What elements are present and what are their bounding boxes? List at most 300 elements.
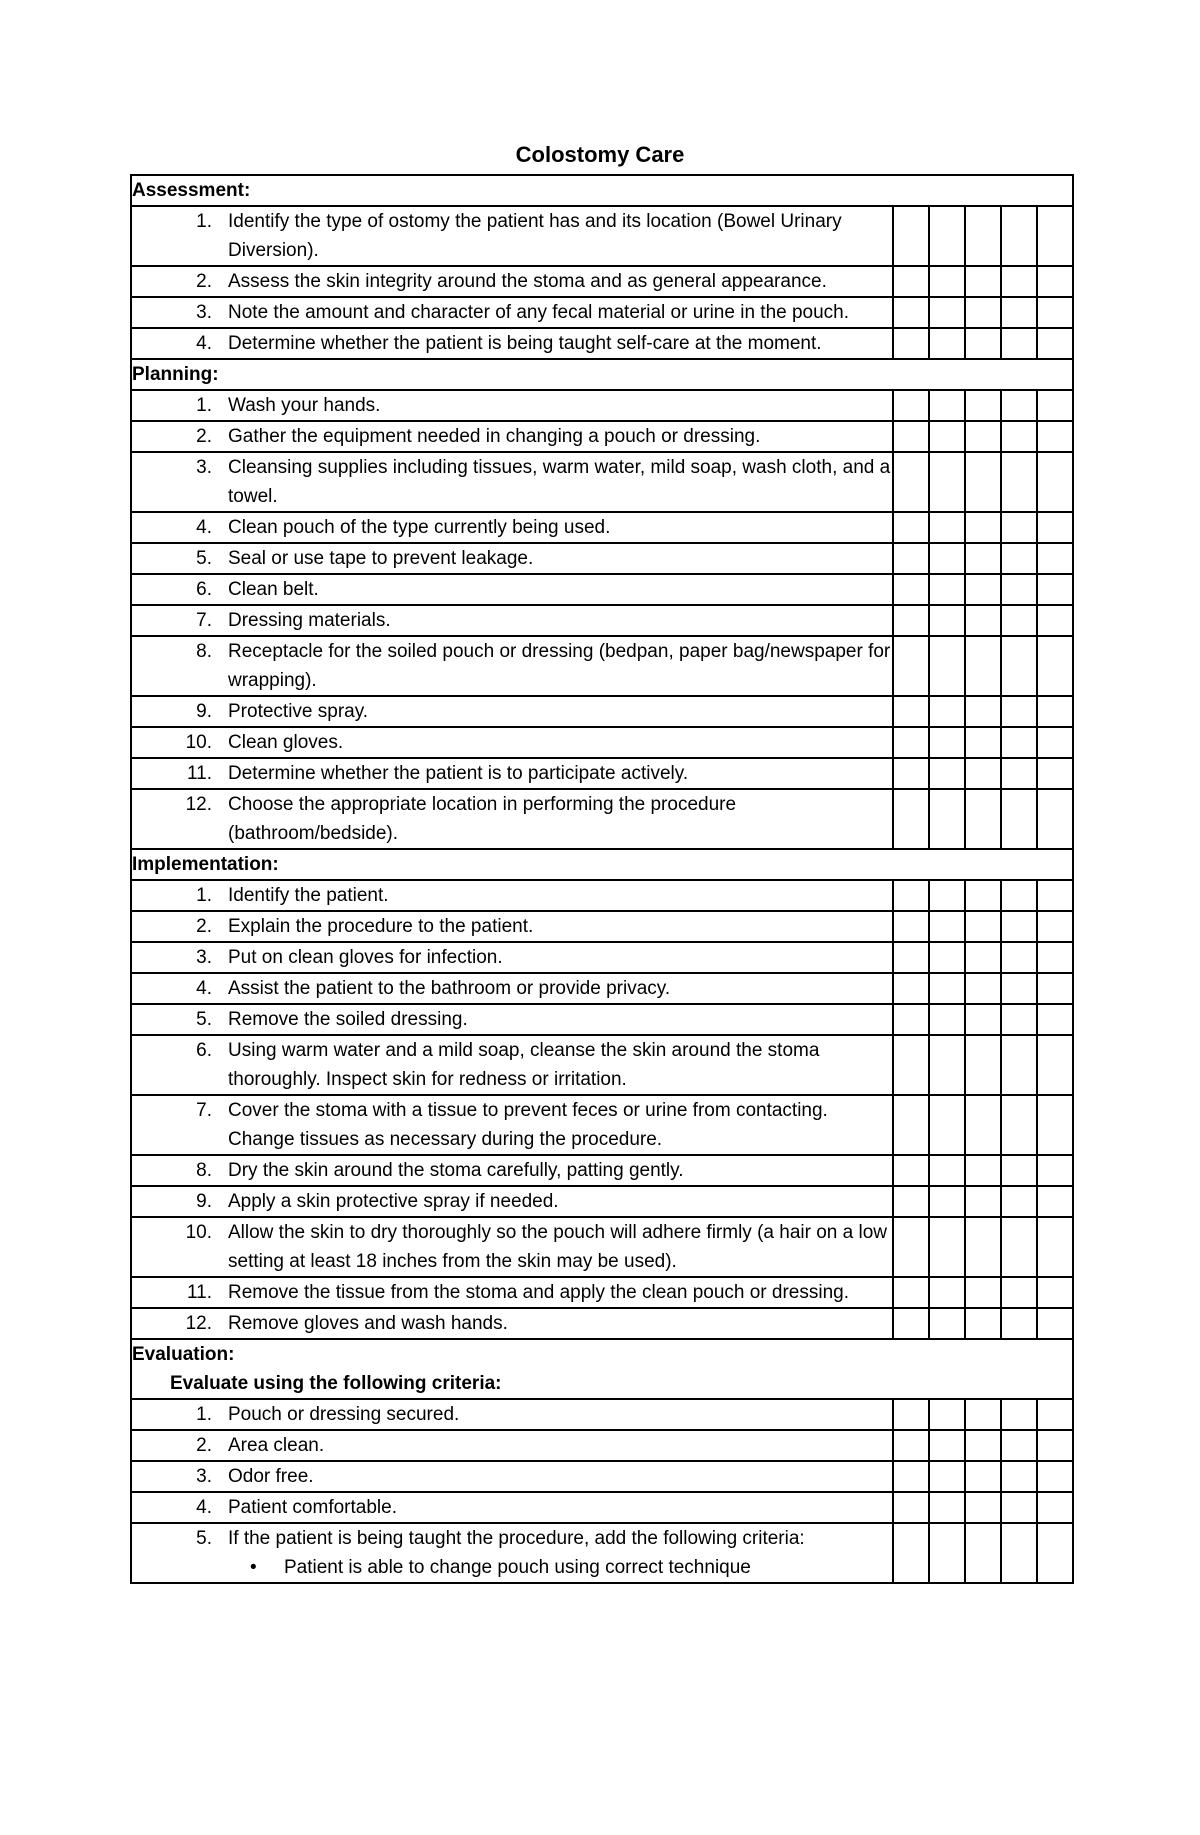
step-cell: [131, 452, 893, 512]
check-box[interactable]: [965, 942, 1001, 973]
step-text: Put on clean gloves for infection.: [228, 947, 503, 968]
step-cell: [131, 1186, 893, 1217]
step-number: 12.: [185, 1313, 212, 1334]
check-box[interactable]: [1037, 1492, 1073, 1523]
check-box[interactable]: [1037, 1155, 1073, 1186]
step-cell: [131, 421, 893, 452]
check-box[interactable]: [929, 266, 965, 297]
check-box[interactable]: [1001, 1430, 1037, 1461]
step-item: [132, 267, 892, 296]
check-box[interactable]: [1037, 727, 1073, 758]
checklist-row: [131, 789, 1073, 849]
document-title: Colostomy Care: [515, 142, 685, 167]
check-box[interactable]: [1037, 880, 1073, 911]
check-box[interactable]: [1037, 1399, 1073, 1430]
check-box[interactable]: [1037, 206, 1073, 266]
check-box[interactable]: [893, 636, 929, 696]
check-box[interactable]: [929, 696, 965, 727]
check-box[interactable]: [929, 973, 965, 1004]
check-box[interactable]: [1001, 696, 1037, 727]
check-box[interactable]: [1037, 421, 1073, 452]
check-box[interactable]: [965, 1277, 1001, 1308]
check-box[interactable]: [1001, 574, 1037, 605]
step-cell: [131, 880, 893, 911]
step-cell: [131, 266, 893, 297]
check-box[interactable]: [929, 1430, 965, 1461]
step-cell: [131, 543, 893, 574]
check-box[interactable]: [929, 1004, 965, 1035]
step-number: 3.: [196, 457, 212, 478]
step-cell: [131, 1523, 893, 1583]
check-box[interactable]: [1001, 390, 1037, 421]
check-box[interactable]: [929, 206, 965, 266]
check-box[interactable]: [893, 512, 929, 543]
section-title-planning: Planning:: [132, 364, 219, 385]
step-number: 5.: [196, 1528, 212, 1549]
step-text: Remove the tissue from the stoma and apply the clean pouch or dressing.: [228, 1282, 850, 1303]
check-box[interactable]: [1001, 942, 1037, 973]
check-box[interactable]: [1001, 1461, 1037, 1492]
check-box[interactable]: [1037, 266, 1073, 297]
check-box[interactable]: [1037, 1277, 1073, 1308]
check-box[interactable]: [893, 206, 929, 266]
check-box[interactable]: [965, 328, 1001, 359]
section-title-implementation: Implementation:: [132, 854, 279, 875]
check-box[interactable]: [965, 1430, 1001, 1461]
step-text: Remove the soiled dressing.: [228, 1009, 468, 1030]
check-box[interactable]: [1037, 1461, 1073, 1492]
check-box[interactable]: [929, 328, 965, 359]
check-box[interactable]: [1001, 880, 1037, 911]
step-text: If the patient is being taught the procedure, add the following criteria:: [228, 1528, 805, 1549]
checklist-row: [131, 605, 1073, 636]
step-item: [132, 298, 892, 327]
check-box[interactable]: [1001, 1277, 1037, 1308]
check-box[interactable]: [929, 1217, 965, 1277]
check-box[interactable]: [1037, 1217, 1073, 1277]
check-box[interactable]: [965, 727, 1001, 758]
bullet-text: Patient is able to change pouch using correct technique: [284, 1557, 751, 1578]
step-item: [132, 1156, 892, 1185]
checklist-row: [131, 390, 1073, 421]
step-number: 2.: [196, 1435, 212, 1456]
step-cell: [131, 390, 893, 421]
check-box[interactable]: [893, 1004, 929, 1035]
check-box[interactable]: [1001, 636, 1037, 696]
check-box[interactable]: [1037, 574, 1073, 605]
check-box[interactable]: [1037, 911, 1073, 942]
section-heading: [131, 175, 1073, 206]
check-box[interactable]: [929, 1308, 965, 1339]
check-box[interactable]: [965, 452, 1001, 512]
step-number: 5.: [196, 1009, 212, 1030]
check-box[interactable]: [965, 266, 1001, 297]
step-item: [132, 606, 892, 635]
check-box[interactable]: [1001, 911, 1037, 942]
step-number: 1.: [196, 885, 212, 906]
checklist-row: [131, 1277, 1073, 1308]
check-box[interactable]: [893, 574, 929, 605]
check-box[interactable]: [1037, 328, 1073, 359]
step-item: [132, 1187, 892, 1216]
check-box[interactable]: [1001, 1035, 1037, 1095]
check-box[interactable]: [965, 1155, 1001, 1186]
check-box[interactable]: [893, 1035, 929, 1095]
check-box[interactable]: [965, 973, 1001, 1004]
check-box[interactable]: [965, 1095, 1001, 1155]
step-cell: [131, 1035, 893, 1095]
step-text: Pouch or dressing secured.: [228, 1404, 460, 1425]
step-cell: [131, 911, 893, 942]
check-box[interactable]: [893, 1095, 929, 1155]
step-cell: [131, 1492, 893, 1523]
check-box[interactable]: [893, 758, 929, 789]
check-box[interactable]: [893, 696, 929, 727]
step-text: Wash your hands.: [228, 395, 381, 416]
check-box[interactable]: [1001, 512, 1037, 543]
check-box[interactable]: [893, 1461, 929, 1492]
check-box[interactable]: [1001, 1217, 1037, 1277]
check-box[interactable]: [929, 605, 965, 636]
step-item: [132, 1218, 892, 1276]
check-box[interactable]: [1037, 973, 1073, 1004]
step-number: 1.: [196, 395, 212, 416]
check-box[interactable]: [1001, 1095, 1037, 1155]
check-box[interactable]: [929, 1277, 965, 1308]
check-box[interactable]: [1001, 758, 1037, 789]
check-box[interactable]: [1001, 1308, 1037, 1339]
check-box[interactable]: [1037, 512, 1073, 543]
checklist-row: [131, 452, 1073, 512]
bullet-icon: •: [250, 1557, 257, 1578]
check-box[interactable]: [1037, 758, 1073, 789]
check-box[interactable]: [929, 1155, 965, 1186]
check-box[interactable]: [893, 421, 929, 452]
check-box[interactable]: [965, 1523, 1001, 1583]
check-box[interactable]: [1001, 1004, 1037, 1035]
checklist-row: [131, 1004, 1073, 1035]
check-box[interactable]: [893, 1430, 929, 1461]
step-item: [132, 575, 892, 604]
check-box[interactable]: [929, 727, 965, 758]
check-box[interactable]: [1037, 942, 1073, 973]
step-text: Determine whether the patient is to participate actively.: [228, 763, 689, 784]
check-box[interactable]: [929, 911, 965, 942]
checklist-row: [131, 942, 1073, 973]
section-subheading: Evaluate using the following criteria:: [170, 1373, 502, 1394]
step-item: [132, 790, 892, 848]
step-text: Choose the appropriate location in performing the procedure (bathroom/bedside).: [228, 794, 737, 844]
check-box[interactable]: [893, 543, 929, 574]
section-title-evaluation: Evaluation:: [132, 1344, 235, 1365]
check-box[interactable]: [1037, 1308, 1073, 1339]
check-box[interactable]: [965, 880, 1001, 911]
check-box[interactable]: [965, 1004, 1001, 1035]
check-box[interactable]: [965, 1186, 1001, 1217]
check-box[interactable]: [929, 789, 965, 849]
checklist-row: [131, 1523, 1073, 1583]
checklist-row: [131, 512, 1073, 543]
check-box[interactable]: [893, 789, 929, 849]
step-number: 10.: [185, 732, 212, 753]
check-box[interactable]: [929, 390, 965, 421]
check-box[interactable]: [965, 297, 1001, 328]
check-box[interactable]: [929, 543, 965, 574]
check-box[interactable]: [929, 758, 965, 789]
section-heading: [131, 1339, 1073, 1399]
check-box[interactable]: [965, 1308, 1001, 1339]
check-box[interactable]: [1037, 789, 1073, 849]
step-item: [132, 912, 892, 941]
checklist-row: [131, 574, 1073, 605]
step-cell: [131, 696, 893, 727]
check-box[interactable]: [965, 574, 1001, 605]
step-item: [132, 1493, 892, 1522]
step-number: 7.: [196, 610, 212, 631]
step-number: 3.: [196, 947, 212, 968]
checklist-row: [131, 758, 1073, 789]
checklist-row: [131, 1399, 1073, 1430]
check-box[interactable]: [1001, 1186, 1037, 1217]
step-cell: [131, 1095, 893, 1155]
step-item: [132, 1036, 892, 1094]
step-cell: [131, 328, 893, 359]
check-box[interactable]: [965, 1461, 1001, 1492]
checklist-row: [131, 543, 1073, 574]
check-box[interactable]: [1001, 1523, 1037, 1583]
check-box[interactable]: [1001, 543, 1037, 574]
step-text: Protective spray.: [228, 701, 369, 722]
step-text: Gather the equipment needed in changing a pouch or dressing.: [228, 426, 761, 447]
step-text: Identify the patient.: [228, 885, 389, 906]
check-box[interactable]: [893, 1523, 929, 1583]
section-heading: [131, 849, 1073, 880]
check-box[interactable]: [893, 1308, 929, 1339]
step-item: [132, 1462, 892, 1491]
checklist-row: [131, 1217, 1073, 1277]
check-box[interactable]: [1037, 543, 1073, 574]
step-text: Note the amount and character of any fecal material or urine in the pouch.: [228, 302, 850, 323]
check-box[interactable]: [893, 605, 929, 636]
step-text: Clean belt.: [228, 579, 319, 600]
check-box[interactable]: [929, 512, 965, 543]
step-text: Explain the procedure to the patient.: [228, 916, 534, 937]
step-item: [132, 881, 892, 910]
check-box[interactable]: [893, 880, 929, 911]
checklist-row: [131, 1155, 1073, 1186]
step-item: [132, 329, 892, 358]
check-box[interactable]: [929, 1035, 965, 1095]
check-box[interactable]: [1037, 1095, 1073, 1155]
check-box[interactable]: [893, 1155, 929, 1186]
step-item: [132, 544, 892, 573]
check-box[interactable]: [893, 1492, 929, 1523]
check-box[interactable]: [893, 1217, 929, 1277]
check-box[interactable]: [965, 512, 1001, 543]
step-text: Area clean.: [228, 1435, 325, 1456]
step-item: [132, 207, 892, 265]
check-box[interactable]: [929, 1186, 965, 1217]
checklist-row: [131, 973, 1073, 1004]
check-box[interactable]: [965, 911, 1001, 942]
check-box[interactable]: [929, 1461, 965, 1492]
check-box[interactable]: [893, 942, 929, 973]
check-box[interactable]: [1001, 206, 1037, 266]
step-number: 3.: [196, 302, 212, 323]
step-text: Assist the patient to the bathroom or provide privacy.: [228, 978, 671, 999]
step-number: 11.: [186, 763, 212, 784]
check-box[interactable]: [1037, 1186, 1073, 1217]
checklist-row: [131, 636, 1073, 696]
check-box[interactable]: [1037, 390, 1073, 421]
check-box[interactable]: [893, 328, 929, 359]
check-box[interactable]: [893, 727, 929, 758]
step-item: [132, 1524, 892, 1553]
check-box[interactable]: [965, 636, 1001, 696]
check-box[interactable]: [965, 1217, 1001, 1277]
checklist-row: [131, 421, 1073, 452]
step-item: [132, 697, 892, 726]
checklist-row: [131, 1035, 1073, 1095]
check-box[interactable]: [1001, 789, 1037, 849]
check-box[interactable]: [1037, 1035, 1073, 1095]
step-number: 4.: [196, 978, 212, 999]
check-box[interactable]: [965, 421, 1001, 452]
check-box[interactable]: [1037, 1004, 1073, 1035]
step-text: Remove gloves and wash hands.: [228, 1313, 508, 1334]
step-cell: [131, 297, 893, 328]
step-number: 12.: [185, 794, 212, 815]
step-cell: [131, 206, 893, 266]
check-box[interactable]: [893, 1186, 929, 1217]
step-cell: [131, 512, 893, 543]
check-box[interactable]: [1037, 696, 1073, 727]
step-item: [132, 1309, 892, 1338]
check-box[interactable]: [1001, 727, 1037, 758]
step-cell: [131, 1155, 893, 1186]
check-box[interactable]: [1037, 605, 1073, 636]
check-box[interactable]: [965, 789, 1001, 849]
checklist-row: [131, 911, 1073, 942]
check-box[interactable]: [1001, 1399, 1037, 1430]
section-title-assessment: Assessment:: [132, 180, 251, 201]
step-cell: [131, 758, 893, 789]
checklist-row: [131, 727, 1073, 758]
check-box[interactable]: [1001, 605, 1037, 636]
check-box[interactable]: [893, 390, 929, 421]
section-header-row: [131, 175, 1073, 206]
step-cell: [131, 605, 893, 636]
check-box[interactable]: [929, 1492, 965, 1523]
check-box[interactable]: [1001, 421, 1037, 452]
check-box[interactable]: [893, 973, 929, 1004]
check-box[interactable]: [893, 297, 929, 328]
check-box[interactable]: [893, 1399, 929, 1430]
step-cell: [131, 1430, 893, 1461]
step-cell: [131, 636, 893, 696]
check-box[interactable]: [965, 605, 1001, 636]
step-number: 4.: [196, 333, 212, 354]
check-box[interactable]: [893, 1277, 929, 1308]
check-box[interactable]: [929, 452, 965, 512]
step-text: Determine whether the patient is being taught self-care at the moment.: [228, 333, 822, 354]
check-box[interactable]: [893, 911, 929, 942]
check-box[interactable]: [1037, 452, 1073, 512]
check-box[interactable]: [1037, 1430, 1073, 1461]
step-cell: [131, 1308, 893, 1339]
check-box[interactable]: [1001, 297, 1037, 328]
check-box[interactable]: [1001, 1492, 1037, 1523]
section-header-row: [131, 359, 1073, 390]
step-text: Clean gloves.: [228, 732, 344, 753]
check-box[interactable]: [929, 574, 965, 605]
check-box[interactable]: [1001, 328, 1037, 359]
step-item: [132, 974, 892, 1003]
step-item: [132, 728, 892, 757]
check-box[interactable]: [929, 1523, 965, 1583]
check-box[interactable]: [965, 543, 1001, 574]
check-box[interactable]: [1001, 973, 1037, 1004]
check-box[interactable]: [929, 1095, 965, 1155]
step-number: 2.: [196, 426, 212, 447]
checklist-row: [131, 1492, 1073, 1523]
check-box[interactable]: [893, 266, 929, 297]
step-text: Odor free.: [228, 1466, 314, 1487]
step-item: [132, 453, 892, 511]
checklist-row: [131, 1186, 1073, 1217]
step-cell: [131, 1277, 893, 1308]
checklist-table: [130, 174, 1074, 1584]
check-box[interactable]: [1037, 636, 1073, 696]
step-number: 4.: [196, 1497, 212, 1518]
step-number: 4.: [196, 517, 212, 538]
check-box[interactable]: [929, 297, 965, 328]
check-box[interactable]: [1001, 266, 1037, 297]
checklist-row: [131, 297, 1073, 328]
check-box[interactable]: [929, 880, 965, 911]
step-text: Assess the skin integrity around the stoma and as general appearance.: [228, 271, 827, 292]
check-box[interactable]: [965, 1399, 1001, 1430]
step-text: Receptacle for the soiled pouch or dressing (bedpan, paper bag/newspaper for wrapping).: [228, 641, 891, 691]
check-box[interactable]: [929, 942, 965, 973]
step-cell: [131, 942, 893, 973]
check-box[interactable]: [1001, 452, 1037, 512]
step-cell: [131, 789, 893, 849]
check-box[interactable]: [893, 452, 929, 512]
step-item: [132, 513, 892, 542]
step-cell: [131, 574, 893, 605]
check-box[interactable]: [1001, 1155, 1037, 1186]
check-box[interactable]: [965, 390, 1001, 421]
checklist-row: [131, 1308, 1073, 1339]
check-box[interactable]: [965, 696, 1001, 727]
checklist-row: [131, 206, 1073, 266]
step-item: [132, 1278, 892, 1307]
step-number: 9.: [196, 701, 212, 722]
checklist-row: [131, 1430, 1073, 1461]
check-box[interactable]: [965, 1035, 1001, 1095]
check-box[interactable]: [929, 1399, 965, 1430]
check-box[interactable]: [1037, 1523, 1073, 1583]
check-box[interactable]: [965, 1492, 1001, 1523]
check-box[interactable]: [965, 206, 1001, 266]
check-box[interactable]: [929, 636, 965, 696]
step-number: 9.: [196, 1191, 212, 1212]
check-box[interactable]: [965, 758, 1001, 789]
check-box[interactable]: [929, 421, 965, 452]
step-number: 10.: [185, 1222, 212, 1243]
check-box[interactable]: [1037, 297, 1073, 328]
